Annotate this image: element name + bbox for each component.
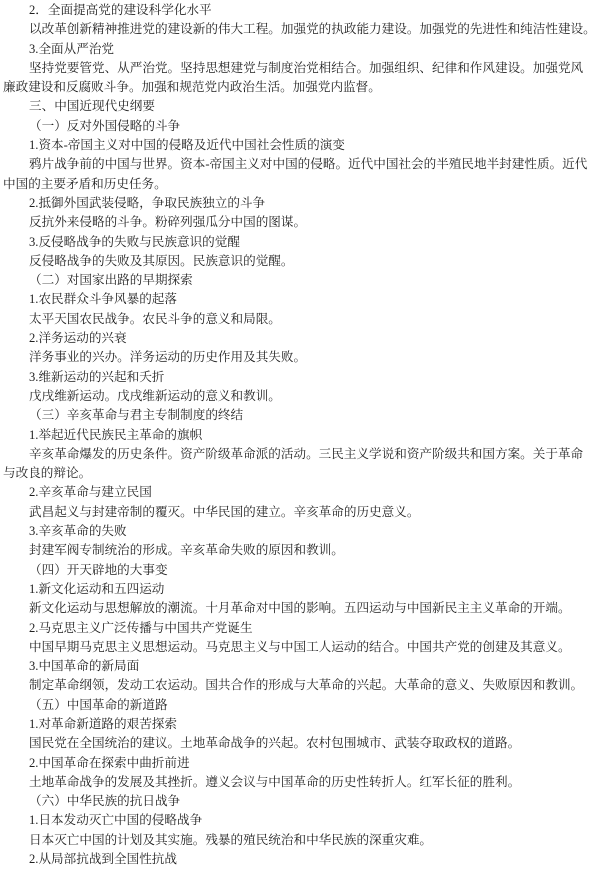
text-line: 廉政建设和反腐败斗争。加强和规范党内政治生活。加强党内监督。 [3,80,381,95]
text-line: 2.马克思主义广泛传播与中国共产党诞生 [29,620,253,635]
text-line: 反抗外来侵略的斗争。粉碎列强瓜分中国的图谋。 [29,215,307,230]
text-line: 2.中国革命在探索中曲折前进 [29,755,190,770]
text-line: （四）开天辟地的大事变 [29,562,168,577]
text-line: （六）中华民族的抗日战争 [29,794,181,809]
text-line: 封建军阀专制统治的形成。辛亥革命失败的原因和教训。 [29,543,344,558]
text-line: 制定革命纲领，发动工农运动。国共合作的形成与大革命的兴起。大革命的意义、失败原因和教训。 [29,678,584,693]
text-line: 1.日本发动灭亡中国的侵略战争 [29,813,203,828]
text-line: 坚持党要管党、从严治党。坚持思想建党与制度治党相结合。加强组织、纪律和作风建设。加强党风 [29,60,584,75]
text-line: 中国的主要矛盾和历史任务。 [3,176,167,191]
text-line: 鸦片战争前的中国与世界。资本-帝国主义对中国的侵略。近代中国社会的半殖民地半封建性质。近代 [29,157,588,172]
text-line: 国民党在全国统治的建议。土地革命战争的兴起。农村包围城市、武装夺取政权的道路。 [29,736,521,751]
text-line: 2.辛亥革命与建立民国 [29,485,152,500]
text-line: 3.全面从严治党 [29,41,115,56]
text-line: （一）反对外国侵略的斗争 [29,118,181,133]
text-line: 辛亥革命爆发的历史条件。资产阶级革命派的活动。三民主义学说和资产阶级共和国方案。关于革命 [29,446,584,461]
text-line: 2．全面提高党的建设科学化水平 [29,3,212,17]
text-line: 土地革命战争的发展及其挫折。遵义会议与中国革命的历史性转折人。红军长征的胜利。 [29,774,521,789]
text-line: 太平天国农民战争。农民斗争的意义和局限。 [29,311,281,326]
text-line: 武昌起义与封建帝制的覆灭。中华民国的建立。辛亥革命的历史意义。 [29,504,420,519]
text-line: （三）辛亥革命与君主专制制度的终结 [29,408,244,423]
text-line: 中国早期马克思主义思想运动。马克思主义与中国工人运动的结合。中国共产党的创建及其意义。 [29,639,571,654]
text-line: 3.辛亥革命的失败 [29,524,127,539]
text-line: 2.抵御外国武装侵略，争取民族独立的斗争 [29,195,266,210]
text-line: 2.从局部抗战到全国性抗战 [29,852,177,867]
text-line: 与改良的辩论。 [3,466,92,481]
text-line: （二）对国家出路的早期探索 [29,273,193,288]
text-line: 1.资本-帝国主义对中国的侵略及近代中国社会性质的演变 [29,138,345,153]
text-line: 3.反侵略战争的失败与民族意识的觉醒 [29,234,240,249]
text-line: 戊戌维新运动。戊戌维新运动的意义和教训。 [29,388,281,403]
text-line: 日本灭亡中国的计划及其实施。残暴的殖民统治和中华民族的深重灾难。 [29,832,432,847]
text-line: （五）中国革命的新道路 [29,697,168,712]
text-line: 1.举起近代民族民主革命的旗帜 [29,427,203,442]
text-line: 1.农民群众斗争风暴的起落 [29,292,177,307]
text-line: 2.洋务运动的兴衰 [29,331,127,346]
text-line: 三、中国近现代史纲要 [29,99,155,114]
text-line: 3.中国革命的新局面 [29,659,140,674]
text-line: 洋务事业的兴办。洋务运动的历史作用及其失败。 [29,350,307,365]
document-body [3,1,598,869]
text-line: 3.维新运动的兴起和夭折 [29,369,165,384]
text-line: 1.对革命新道路的艰苦探索 [29,716,177,731]
text-line: 新文化运动与思想解放的潮流。十月革命对中国的影响。五四运动与中国新民主主义革命的开端。 [29,601,571,616]
text-line: 1.新文化运动和五四运动 [29,581,165,596]
text-line: 反侵略战争的失败及其原因。民族意识的觉醒。 [29,253,294,268]
text-line: 以改革创新精神推进党的建设新的伟大工程。加强党的执政能力建设。加强党的先进性和纯洁性建设。 [29,22,596,37]
